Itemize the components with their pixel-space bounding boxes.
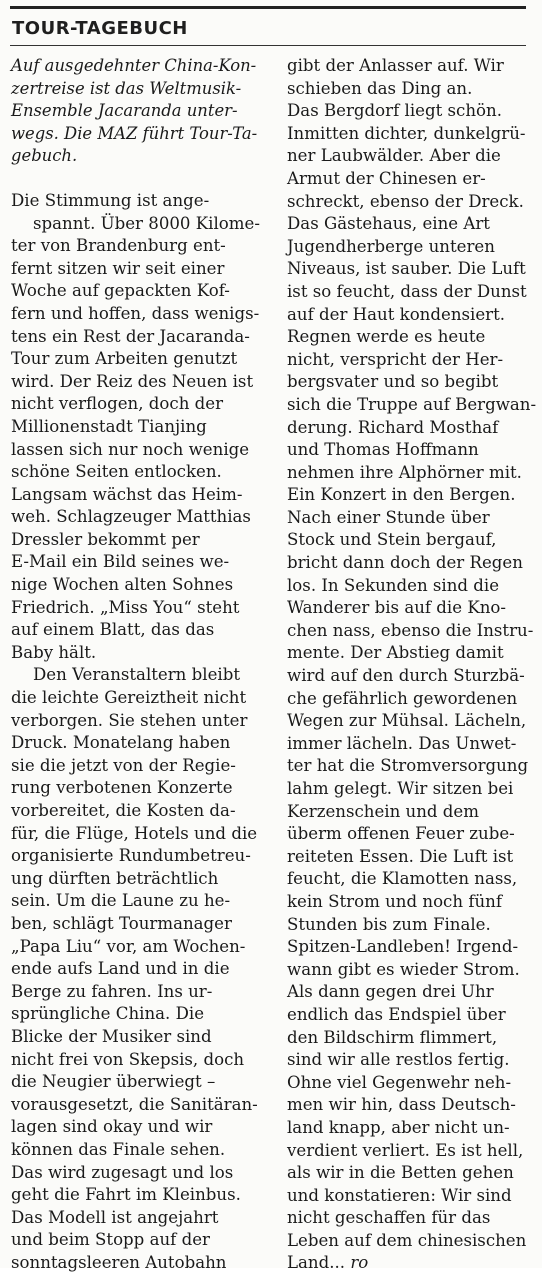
lead-line: Ensemble Jacaranda unter- (11, 101, 238, 121)
body-line: ben, schlägt Tourmanager (11, 913, 232, 933)
body-line: wird auf den durch Sturzbä- (287, 666, 525, 686)
body-line: los. In Sekunden sind die (287, 575, 500, 595)
body-line: reiteten Essen. Die Luft ist (287, 846, 514, 866)
body-line: bergsvater und so begibt (287, 372, 499, 392)
body-line: sprüngliche China. Die (11, 1004, 205, 1024)
body-line: Armut der Chinesen er- (287, 168, 486, 188)
body-line: Druck. Monatelang haben (11, 733, 231, 753)
body-line: die Neugier überwiegt – (11, 1072, 216, 1092)
body-line: lahm gelegt. Wir sitzen bei (287, 779, 514, 798)
body-line: Ein Konzert in den Bergen. (287, 485, 516, 505)
body-line: nicht frei von Skepsis, doch (11, 1049, 245, 1069)
body-line: den Bildschirm flimmert, (287, 1027, 498, 1047)
body-line: schieben das Ding an. (287, 78, 473, 98)
body-line: Berge zu fahren. Ins ur- (11, 981, 213, 1001)
body-line: weh. Schlagzeuger Matthias (11, 507, 251, 527)
body-line: Blicke der Musiker sind (11, 1026, 212, 1046)
body-line: Stunden bis zum Finale. (287, 914, 491, 934)
body-line: Leben auf dem chinesischen (287, 1230, 527, 1250)
body-line: fernt sitzen wir seit einer (11, 258, 225, 278)
body-line: Kerzenschein und dem (287, 801, 479, 821)
body-line: Nach einer Stunde über (287, 507, 490, 527)
body-line: kein Strom und noch fünf (287, 891, 502, 911)
body-line: Wegen zur Mühsal. Lächeln, (287, 711, 527, 731)
body-line: mente. Der Abstieg damit (287, 643, 504, 663)
top-rule (10, 6, 526, 9)
body-line: sie die jetzt von der Regie- (11, 755, 236, 775)
body-line: organisierte Rundumbetreu- (11, 846, 251, 866)
body-line: auf der Haut kondensiert. (287, 304, 506, 324)
body-line: ende aufs Land und in die (11, 959, 230, 979)
body-line: Regnen werde es heute (287, 327, 486, 347)
body-line: Ohne viel Gegenwehr neh- (287, 1072, 512, 1092)
body-line: bricht dann doch der Regen (287, 553, 523, 573)
body-line: ung dürften beträchtlich (11, 868, 219, 888)
body-line: ter von Brandenburg ent- (11, 236, 226, 256)
author-initials: ro (350, 1253, 369, 1273)
body-line: gibt der Anlasser auf. Wir (287, 56, 504, 75)
body-line: vorbereitet, die Kosten da- (11, 801, 236, 820)
body-line: nicht, verspricht der Her- (287, 349, 504, 369)
body-line: Als dann gegen drei Uhr (287, 982, 494, 1002)
body-line: Die Stimmung ist ange- (11, 190, 210, 210)
body-line: Baby hält. (11, 642, 97, 662)
body-line: Stock und Stein bergauf, (287, 530, 497, 550)
body-line: Wanderer bis auf die Kno- (287, 598, 507, 618)
body-line: E-Mail ein Bild seines we- (11, 552, 230, 572)
body-line: Spitzen-Landleben! Irgend- (287, 937, 519, 957)
lead-line: gebuch. (11, 146, 78, 166)
body-line: nicht verflogen, doch der (11, 394, 224, 414)
body-line: verdient verliert. Es ist hell, (287, 1140, 524, 1160)
body-line: und beim Stopp auf der (11, 1230, 210, 1250)
body-line: immer lächeln. Das Unwet- (287, 733, 517, 753)
body-line: sind wir alle restlos fertig. (287, 1050, 510, 1070)
heading-rule (10, 45, 526, 46)
body-line: lassen sich nur noch wenige (11, 439, 250, 459)
body-line: schöne Seiten entlocken. (11, 462, 222, 482)
body-line: „Papa Liu“ vor, am Wochen- (11, 936, 246, 956)
right-column (287, 55, 537, 1275)
body-line: Jugendherberge unteren (287, 236, 495, 256)
body-line: ist so feucht, dass der Dunst (287, 281, 527, 301)
body-line: derung. Richard Mosthaf (287, 417, 499, 437)
body-line: sein. Um die Laune zu he- (11, 891, 231, 911)
body-line: Langsam wächst das Heim- (11, 484, 243, 504)
lead-line: zertreise ist das Weltmusik- (11, 78, 242, 98)
body-line: sonntagsleeren Autobahn (11, 1252, 227, 1272)
body-line: Das wird zugesagt und los (11, 1162, 234, 1182)
lead-paragraph (11, 55, 275, 168)
body-line: men wir hin, dass Deutsch- (287, 1095, 516, 1115)
body-line: Inmitten dichter, dunkelgrü- (287, 123, 526, 143)
body-line: geht die Fahrt im Kleinbus. (11, 1185, 241, 1205)
body-line: sich die Truppe auf Bergwan- (287, 394, 537, 414)
body-line: können das Finale sehen. (11, 1139, 226, 1159)
lead-line: Auf ausgedehnter China-Kon- (11, 56, 257, 75)
paragraph-gap (11, 168, 275, 190)
body-line: auf einem Blatt, das das (11, 620, 215, 640)
body-line: Den Veranstaltern bleibt (33, 665, 240, 685)
body-line: als wir in die Betten gehen (287, 1163, 514, 1183)
body-line: wann gibt es wieder Strom. (287, 959, 520, 979)
body-line: Das Gästehaus, eine Art (287, 214, 490, 234)
body-line: schreckt, ebenso der Dreck. (287, 191, 524, 211)
body-line: Woche auf gepackten Kof- (11, 281, 230, 301)
body-line: tens ein Rest der Jacaranda- (11, 326, 250, 346)
final-line (287, 1252, 533, 1275)
body-line: Dressler bekommt per (11, 529, 200, 549)
body-line: land knapp, aber nicht un- (287, 1117, 510, 1137)
body-line: und konstatieren: Wir sind (287, 1185, 512, 1205)
body-line: Millionenstadt Tianjing (11, 416, 207, 436)
body-line: Friedrich. „Miss You“ steht (11, 597, 240, 617)
section-heading: TOUR-TAGEBUCH (12, 18, 188, 39)
body-line: vorausgesetzt, die Sanitäran- (11, 1094, 258, 1114)
body-line: Das Modell ist angejahrt (11, 1207, 219, 1227)
body-line: nicht geschaffen für das (287, 1208, 491, 1228)
body-line: ter hat die Stromversorgung (287, 756, 529, 776)
body-line: wird. Der Reiz des Neuen ist (11, 371, 254, 391)
body-line: chen nass, ebenso die Instru- (287, 620, 534, 640)
body-line: fern und hoffen, dass wenigs- (11, 303, 260, 323)
body-line: für, die Flüge, Hotels und die (11, 823, 258, 843)
left-column (11, 55, 275, 1274)
body-line: und Thomas Hoffmann (287, 440, 479, 460)
body-line: endlich das Endspiel über (287, 1004, 506, 1024)
body-paragraph-2 (11, 664, 275, 1274)
body-line: rung verbotenen Konzerte (11, 778, 233, 798)
body-line: che gefährlich gewordenen (287, 688, 518, 708)
body-line: feucht, die Klamotten nass, (287, 869, 518, 889)
body-paragraph-1 (11, 190, 275, 664)
lead-line: wegs. Die MAZ führt Tour-Ta- (11, 123, 258, 143)
body-line: spannt. Über 8000 Kilome- (33, 213, 260, 233)
body-line: überm offenen Feuer zube- (287, 824, 515, 844)
body-line: nige Wochen alten Sohnes (11, 575, 234, 595)
body-line: Tour zum Arbeiten genutzt (11, 349, 238, 369)
body-line: Das Bergdorf liegt schön. (287, 101, 502, 121)
body-line: lagen sind okay und wir (11, 1117, 213, 1137)
body-line: die leichte Gereiztheit nicht (11, 688, 247, 708)
body-line: nehmen ihre Alphörner mit. (287, 462, 522, 482)
final-line-text: Land... (287, 1253, 346, 1273)
body-line: verborgen. Sie stehen unter (11, 710, 248, 730)
body-line: Niveaus, ist sauber. Die Luft (287, 259, 526, 279)
body-line: ner Laubwälder. Aber die (287, 146, 501, 166)
